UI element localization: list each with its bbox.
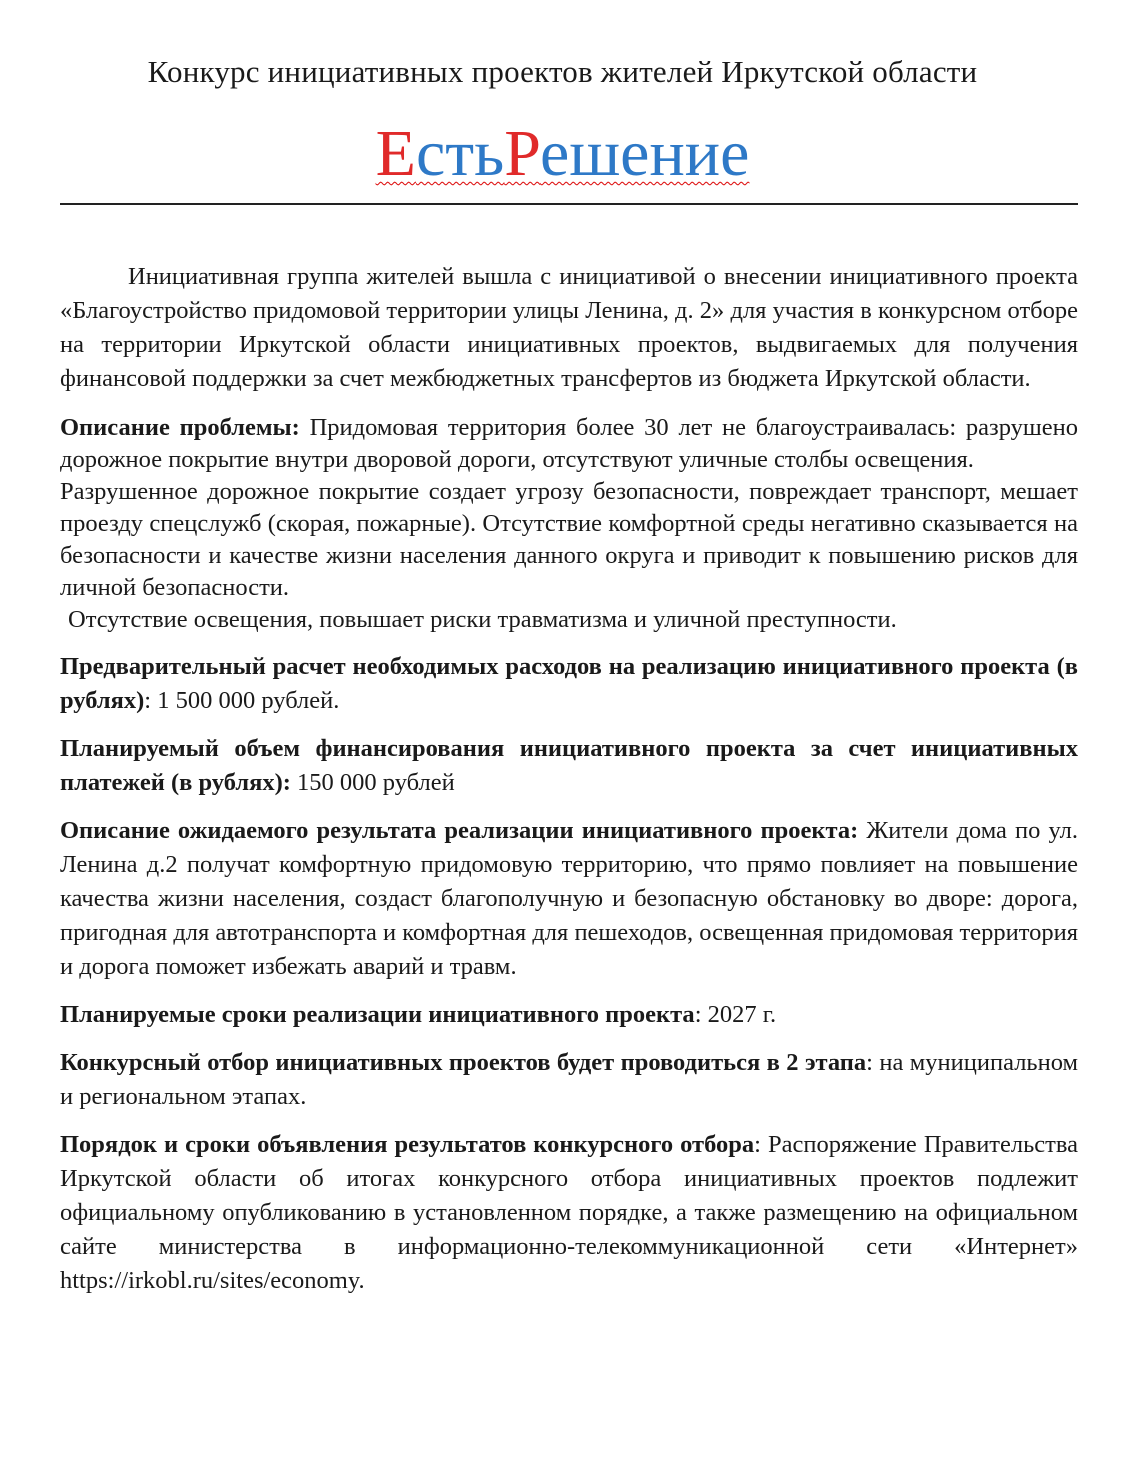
result-paragraph [60, 814, 1078, 984]
result-label: Описание ожидаемого результата реализации инициативного проекта: [60, 817, 859, 844]
stages-label: Конкурсный отбор инициативных проектов будет проводиться в 2 этапа [60, 1049, 867, 1076]
problem-paragraph [60, 412, 1078, 476]
cost-label: Предварительный расчет необходимых расходов на реализацию инициативного проекта (в рублях) [60, 653, 1078, 714]
intro-paragraph: Инициативная группа жителей вышла с инициативой о внесении инициативного проекта «Благоустройство придомовой территории улицы Ленина, д. 2» для участия в конкурсном отборе на территории Иркутской области инициативных проектов, выдвигаемых для получения финансовой поддержки за счет межбюджетных трансфертов из бюджета Иркутской области. [60, 263, 1078, 392]
brand-initial-2: Р [504, 117, 541, 190]
problem-label: Описание проблемы: [60, 414, 300, 441]
brand-word-1-rest: сть [415, 117, 505, 190]
stages-paragraph [60, 1046, 1078, 1114]
timeline-value: : 2027 г. [694, 1001, 777, 1028]
problem-paragraph-2: Разрушенное дорожное покрытие создает угрозу безопасности, повреждает транспорт, мешает проезду спецслужб (скорая, пожарные). Отсутствие комфортной среды негативно сказывается на безопасности и качестве жизни населения данного округа и приводит к повышению рисков для личной безопасности. [60, 478, 1078, 601]
funding-paragraph [60, 732, 1078, 800]
result-text: Жители дома по ул. Ленина д.2 получат комфортную придомовую территорию, что прямо повлияет на повышение качества жизни населения, создаст благополучную и безопасную обстановку во дворе: дорога, пригодная для автотранспорта и комфортная для пешеходов, освещенная придомовая территория и дорога поможет избежать аварий и травм. [60, 817, 1079, 980]
funding-label: Планируемый объем финансирования инициативного проекта за счет инициативных платежей (в рублях): [60, 735, 1078, 796]
brand-initial-1: Е [375, 117, 416, 190]
results-announcement-value: : Распоряжение Правительства Иркутской области об итогах конкурсного отбора инициативных проектов подлежит официальному опубликованию в установленном порядке, а также размещению на официальном сайте министерства в информационно-телекоммуникационной сети «Интернет» https://irkobl.ru/sites/economy. [60, 1131, 1078, 1294]
brand-logo-text [376, 117, 750, 190]
document-body [60, 260, 1078, 1298]
funding-value: 150 000 рублей [290, 769, 455, 796]
contest-title: Конкурс инициативных проектов жителей Иркутской области [147, 54, 978, 89]
stages-value: : на муниципальном и региональном этапах. [60, 1049, 1078, 1110]
brand-word-2-rest: ешение [540, 117, 750, 190]
results-announcement-paragraph [60, 1128, 1078, 1298]
results-announcement-label: Порядок и сроки объявления результатов конкурсного отбора [60, 1131, 755, 1158]
cost-value: : 1 500 000 рублей. [144, 687, 340, 714]
cost-paragraph [60, 650, 1078, 718]
timeline-paragraph [60, 998, 1078, 1032]
timeline-label: Планируемые сроки реализации инициативного проекта [60, 1001, 695, 1028]
header-divider [60, 203, 1078, 205]
problem-paragraph-3: Отсутствие освещения, повышает риски травматизма и уличной преступности. [68, 606, 897, 633]
problem-text: Придомовая территория более 30 лет не благоустраивалась: разрушено дорожное покрытие внутри дворовой дороги, отсутствуют уличные столбы освещения. [60, 414, 1079, 473]
brand-logo [0, 114, 1125, 194]
